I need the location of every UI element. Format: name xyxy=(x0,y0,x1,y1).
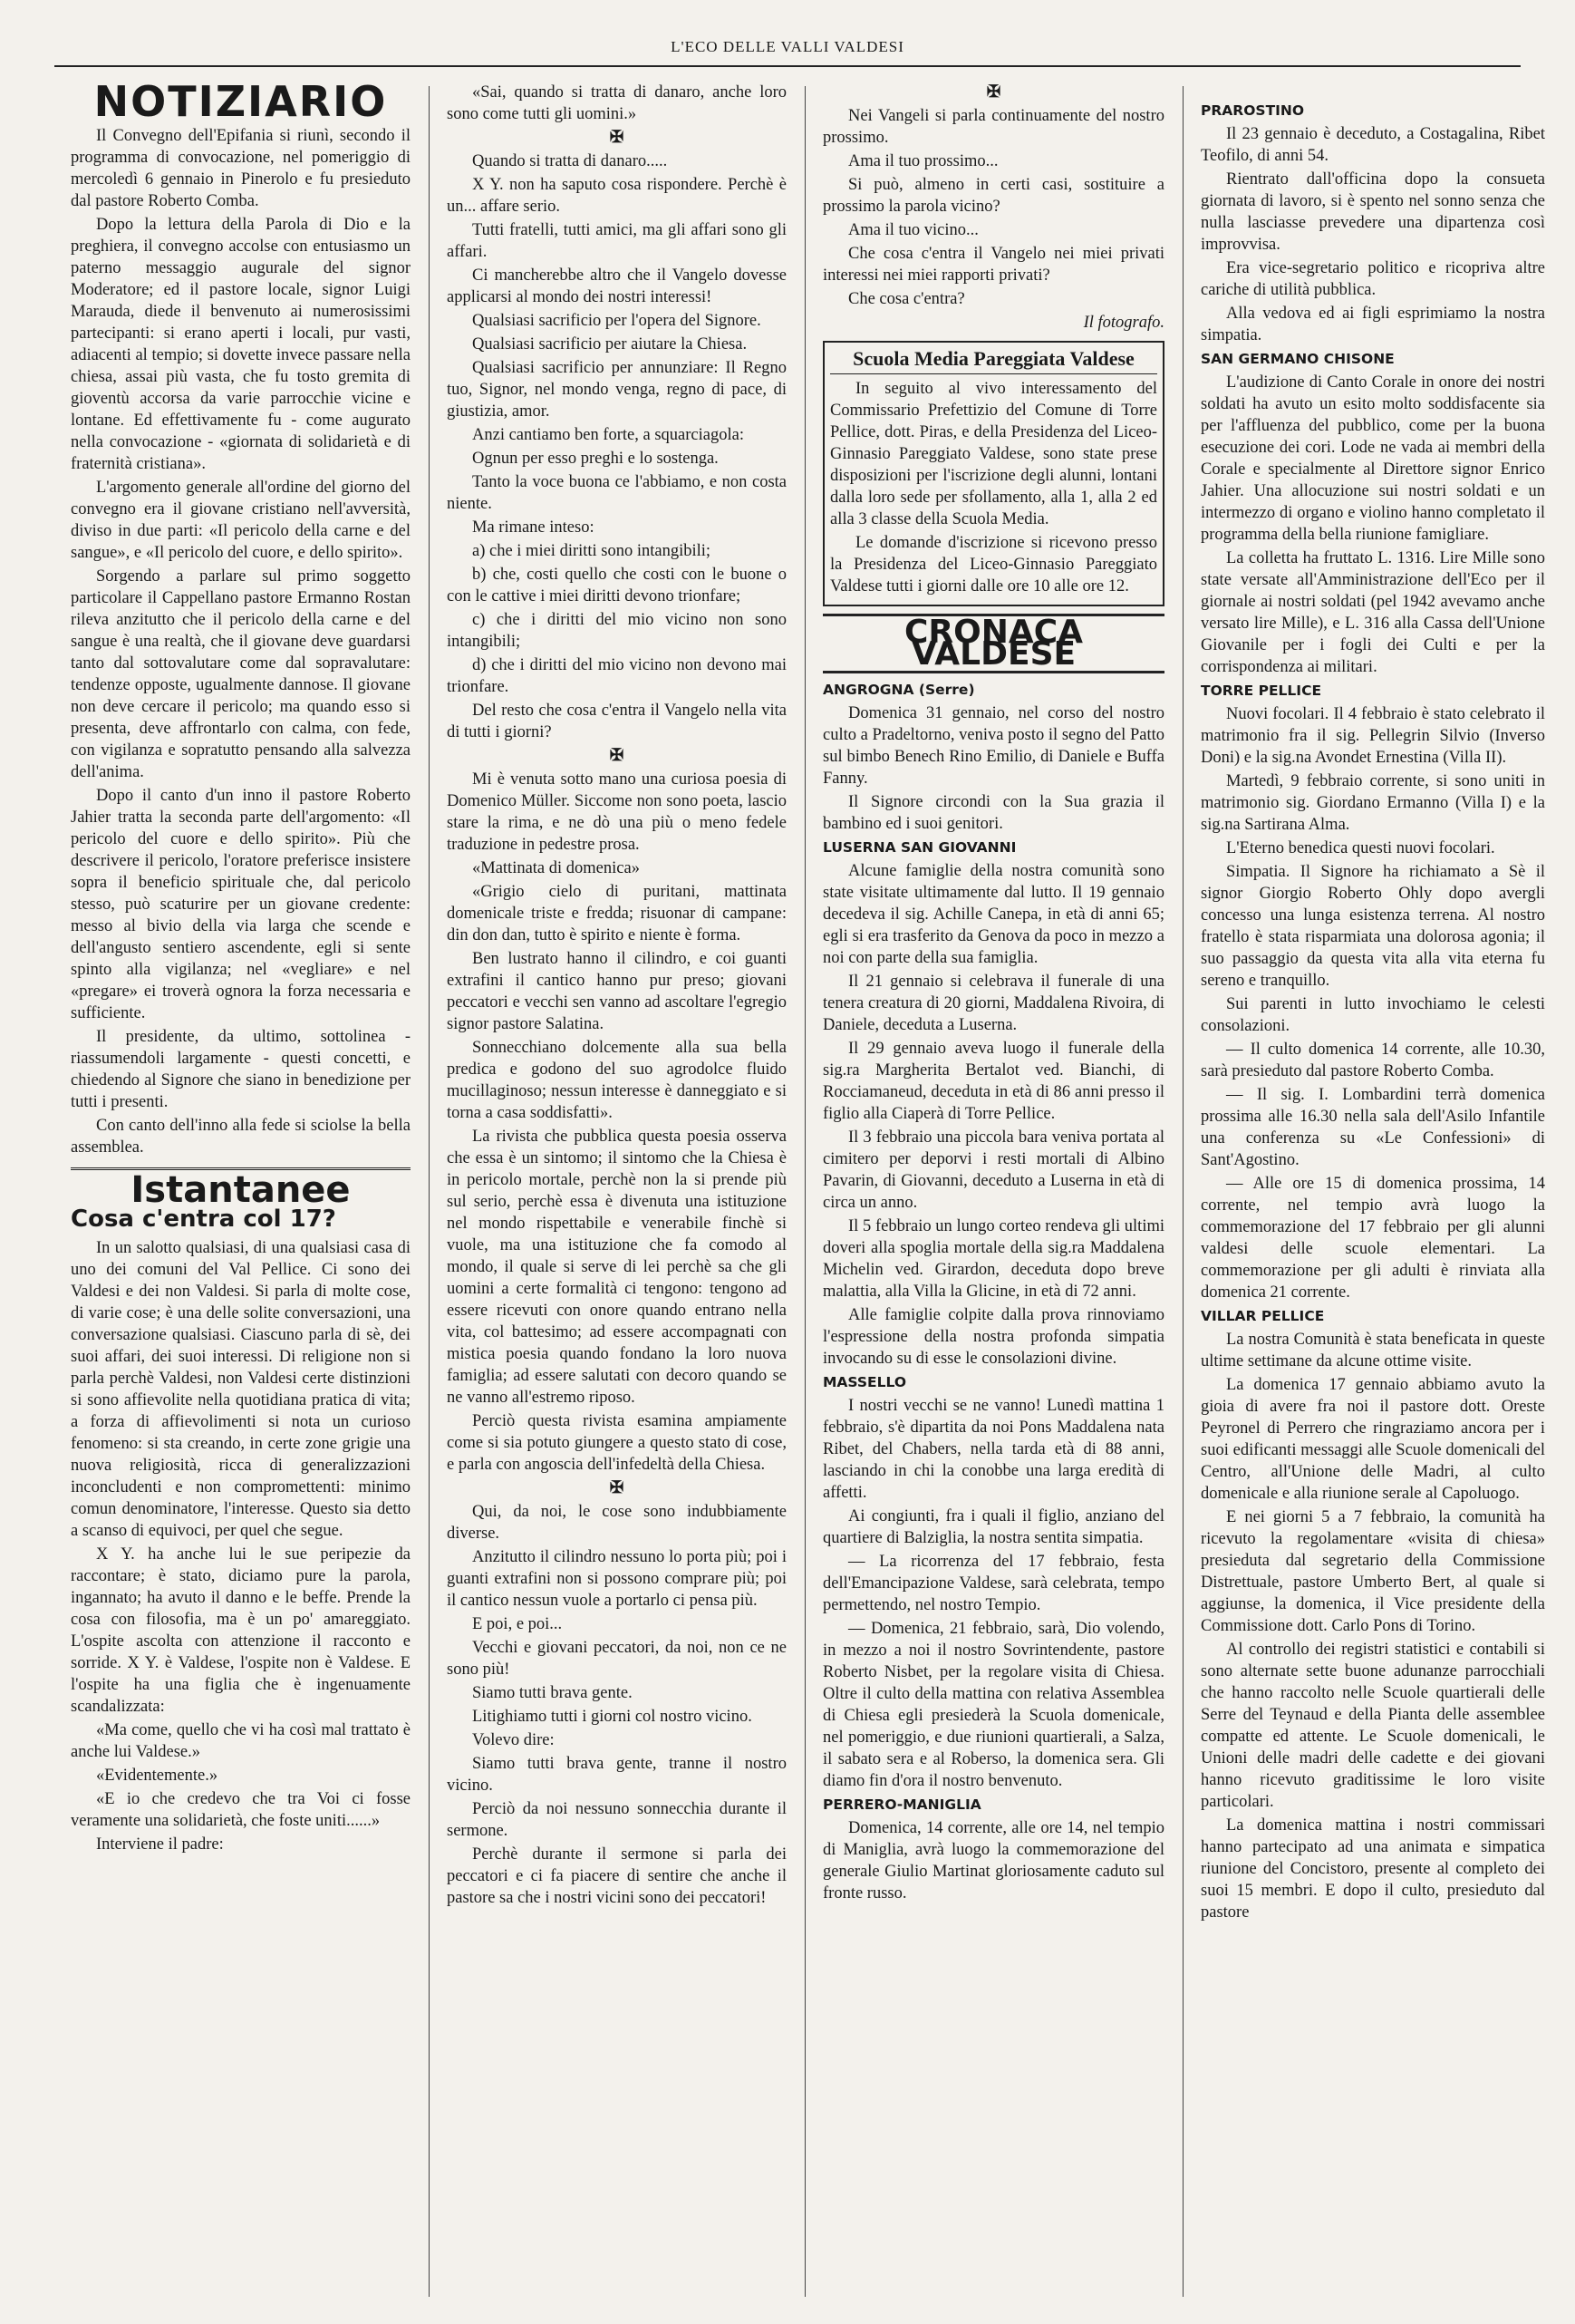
paragraph: Sui parenti in lutto invochiamo le celesti consolazioni. xyxy=(1201,995,1545,1035)
paragraph: d) che i diritti del mio vicino non devono mai trionfare. xyxy=(447,656,787,696)
paragraph: Perciò da noi nessuno sonnecchia durante il sermone. xyxy=(447,1800,787,1840)
paragraph: Tutti fratelli, tutti amici, ma gli affari sono gli affari. xyxy=(447,221,787,261)
paragraph: — Il culto domenica 14 corrente, alle 10.30, sarà presieduto dal pastore Roberto Comba. xyxy=(1201,1041,1545,1080)
cronaca-body xyxy=(823,679,1164,1904)
paragraph: ✠ xyxy=(609,129,624,147)
notiziario-body xyxy=(71,125,411,1158)
signature: Il fotografo. xyxy=(1083,314,1164,332)
paragraph: «Evidentemente.» xyxy=(96,1767,218,1785)
paragraph: Domenica, 14 corrente, alle ore 14, nel tempio di Maniglia, avrà luogo la commemorazione del generale Giulio Martinat gloriosamente caduto sul fronte russo. xyxy=(823,1819,1164,1903)
paragraph: L'argomento generale all'ordine del giorno del convegno era il giovane cristiano nell'avversità, diviso in due parti: «Il pericolo della carne e del sangue», e «Il pericolo del cuore, e dello spirito». xyxy=(71,479,411,562)
section-heading: MASSELLO xyxy=(823,1374,907,1390)
paragraph: Simpatia. Il Signore ha richiamato a Sè il signor Giorgio Roberto Ohly dopo avergli concesso una lunga esistenza terrena. Al nostro fratello è stata risparmiata una dolorosa agonia; il suo passaggio da questa vita alla vita eterna fu sereno e tranquillo. xyxy=(1201,863,1545,990)
paragraph: c) che i diritti del mio vicino non sono intangibili; xyxy=(447,611,787,651)
column-divider xyxy=(429,86,430,2297)
paragraph: Che cosa c'entra? xyxy=(848,290,965,308)
paragraph: Alcune famiglie della nostra comunità sono state visitate ultimamente dal lutto. Il 19 gennaio decedeva il sig. Achille Canepa, in età di anni 65; egli si era trasferito da Genova da poco in mezzo a noi con parte della sua famiglia. xyxy=(823,862,1164,967)
paragraph: Il 29 gennaio aveva luogo il funerale della sig.ra Margherita Bertalot ved. Bianchi, di Rocciamaneud, deceduta in età di 86 anni presso il figlio alla Ciaperà di Torre Pellice. xyxy=(823,1040,1164,1123)
paragraph: Mi è venuta sotto mano una curiosa poesia di Domenico Müller. Siccome non sono poeta, lascio stare la rima, e ne dò una più o meno fedele traduzione in pedestre prosa. xyxy=(447,770,787,854)
paragraph: Il 3 febbraio una piccola bara veniva portata al cimitero per deporvi i resti mortali di Albino Pavarin, di Giovanni, deceduto a Luserna in età di circa un anno. xyxy=(823,1128,1164,1212)
paragraph: Che cosa c'entra il Vangelo nei miei privati interessi nei miei rapporti privati? xyxy=(823,245,1164,285)
paragraph: Interviene il padre: xyxy=(96,1835,224,1854)
paragraph: ✠ xyxy=(609,747,624,765)
paragraph: Siamo tutti brava gente. xyxy=(472,1684,633,1702)
paragraph: Perciò questa rivista esamina ampiamente come si sia potuto giungere a questo stato di cose, e parla con angoscia dell'infedeltà della Chiesa. xyxy=(447,1412,787,1474)
paragraph: Tanto la voce buona ce l'abbiamo, e non costa niente. xyxy=(447,473,787,513)
section-heading: LUSERNA SAN GIOVANNI xyxy=(823,839,1017,856)
paragraph: Il Signore circondi con la Sua grazia il bambino ed i suoi genitori. xyxy=(823,793,1164,833)
paragraph: Dopo la lettura della Parola di Dio e la preghiera, il convegno accolse con entusiasmo un paterno messaggio augurale del signor Moderatore; ed il pastore locale, signor Luigi Marauda, diede il benvenuto ai numerosissimi partecipanti: si erano aperti i locali, pur vasti, adiacenti al tempio; si dovette invece passare nella chiesa, assai più vasta, che fu tosto gremita di gioventù accorsa da varie parrocchie vicine e lontane. Ed effettivamente fu - come augurato nella convocazione - «giornata di solidarietà e di fraternità cristiana». xyxy=(71,216,411,473)
paragraph: Siamo tutti brava gente, tranne il nostro vicino. xyxy=(447,1755,787,1795)
istantanee-title: Istantanee xyxy=(130,1169,351,1211)
cronaca-title: CRONACA VALDESE xyxy=(823,614,1164,673)
paragraph: — Il sig. I. Lombardini terrà domenica prossima alle 16.30 nella sala dell'Asilo Infantile una conferenza su «Le Confessioni» di Sant'Agostino. xyxy=(1201,1086,1545,1169)
paragraph: La rivista che pubblica questa poesia osserva che essa è un sintomo; il sintomo che la Chiesa è in pericolo mortale, perchè non la si prende più sul serio, perchè essa è divenuta una istituzione nel mondo rispettabile e venerabile finchè si vuole, ma una istituzione che fa comodo al mondo, il quale si serve di lei perchè sa che gli uomini a certe formalità ci tengono: tengono ad essere ricevuti con onore quando entrano nella vita, col battesimo; ad essere accompagnati con mistica poesia quando fondano la loro nuova famiglia; ad essere salutati con decoro quando se ne vanno all'estremo riposo. xyxy=(447,1128,787,1407)
paragraph: X Y. ha anche lui le sue peripezie da raccontare; è stato, diciamo pure la parola, ingannato; ha avuto il danno e le beffe. Prende la cosa con filosofia, ma è un po' amareggiato. L'ospite ascolta con attenzione il racconto e sorride. X Y. è Valdese, l'ospite non è Valdese. E l'ospite ha una figlia che è ingenuamente scandalizzata: xyxy=(71,1545,411,1716)
paragraph: Martedì, 9 febbraio corrente, si sono uniti in matrimonio sig. Giordano Ermanno (Villa I) e la sig.na Sartirana Alma. xyxy=(1201,772,1545,834)
istantanee-continued xyxy=(447,82,787,1909)
scuola-media-body xyxy=(830,378,1157,597)
paragraph: In seguito al vivo interessamento del Commissario Prefettizio del Comune di Torre Pellice, dott. Piras, e della Presidenza del Liceo-Ginnasio Pareggiato Valdese, sono state prese disposizioni per l'iscrizione degli alunni, lontani dalla loro sede per sfollamento, alla 1, alla 2 ed alla 3 classe della Scuola Media. xyxy=(830,380,1157,528)
paragraph: Ma rimane inteso: xyxy=(472,518,594,537)
paragraph: Qui, da noi, le cose sono indubbiamente diverse. xyxy=(447,1503,787,1543)
paragraph: X Y. non ha saputo cosa rispondere. Perchè è un... affare serio. xyxy=(447,176,787,216)
paragraph: E nei giorni 5 a 7 febbraio, la comunità ha ricevuto la regolamentare «visita di chiesa» presieduta dal segretario della Commissione Distrettuale, pastore Umberto Bert, al quale si aggiunse, la domenica, il Vice presidente della Commissione dott. Carlo Pons di Torino. xyxy=(1201,1508,1545,1635)
section-heading: VILLAR PELLICE xyxy=(1201,1308,1325,1324)
paragraph: «Ma come, quello che vi ha così mal trattato è anche lui Valdese.» xyxy=(71,1721,411,1761)
paragraph: L'audizione di Canto Corale in onore dei nostri soldati ha avuto un esito molto soddisfacente sia per l'affluenza del pubblico, come per la buona esecuzione dei cori. Lode ne vada ai membri della Corale e specialmente al Direttore signor Enrico Jahier. Una allocuzione sui nostri soldati e un intermezzo di organo e violino hanno completato il programma della bella riunione famigliare. xyxy=(1201,373,1545,544)
paragraph: Qualsiasi sacrificio per annunziare: Il Regno tuo, Signor, nel mondo venga, regno di pace, di giustizia, amor. xyxy=(447,359,787,421)
scuola-media-title: Scuola Media Pareggiata Valdese xyxy=(830,348,1157,374)
paragraph: — Domenica, 21 febbraio, sarà, Dio volendo, in mezzo a noi il nostro Sovrintendente, pastore Roberto Nisbet, per la regolare visita di Chiesa. Oltre il culto della mattina con relativa Assemblea di Chiesa egli presiederà la Scuola domenicale, nel pomeriggio, e due riunioni quartierali, a Salza, il sabato sera e al Roberso, la domenica sera. Gli diamo fin d'ora il nostro benvenuto. xyxy=(823,1620,1164,1790)
paragraph: Quando si tratta di danaro..... xyxy=(472,152,668,170)
paragraph: Anzi cantiamo ben forte, a squarciagola: xyxy=(472,426,744,444)
section-heading: PRAROSTINO xyxy=(1201,102,1305,119)
page-header: L'ECO DELLE VALLI VALDESI xyxy=(671,38,904,55)
paragraph: Il 5 febbraio un lungo corteo rendeva gli ultimi doveri alla spoglia mortale della sig.ra Maddalena Michelin ved. Girardon, deceduta dopo breve malattia, alla Villa la Glicine, in età di 72 anni. xyxy=(823,1217,1164,1301)
paragraph: Ama il tuo prossimo... xyxy=(848,152,999,170)
paragraph: Del resto che cosa c'entra il Vangelo nella vita di tutti i giorni? xyxy=(447,702,787,741)
paragraph: Il 21 gennaio si celebrava il funerale di una tenera creatura di 20 giorni, Maddalena Rivoira, di Daniele, deceduta a Luserna. xyxy=(823,973,1164,1034)
paragraph: — Alle ore 15 di domenica prossima, 14 corrente, nel tempio avrà luogo la commemorazione del 17 febbraio per gli alunni valdesi delle scuole elementari. La commemorazione per gli adulti è rinviata alla domenica 21 corrente. xyxy=(1201,1175,1545,1302)
paragraph: Sorgendo a parlare sul primo soggetto particolare il Cappellano pastore Ermanno Rostan rileva anzitutto che il pericolo della carne e del sangue è una realtà, che il giovane deve guardarsi tanto dal sottovalutare come dal sopravalutare: tendenze opposte, ugualmente dannose. Il giovane non deve cercare il pericolo; ma quando esso si presenta, deve affrontarlo con calma, con fede, con vigilanza e sopratutto pensando alla salvezza dell'anima. xyxy=(71,567,411,781)
paragraph: Nuovi focolari. Il 4 febbraio è stato celebrato il matrimonio fra il sig. Pellegrin Silvio (Inverso Doni) e la sig.na Avondet Ernestina (Villa II). xyxy=(1201,705,1545,767)
paragraph: Alla vedova ed ai figli esprimiamo la nostra simpatia. xyxy=(1201,305,1545,344)
paragraph: Volevo dire: xyxy=(472,1731,555,1749)
paragraph: Sonnecchiano dolcemente alla sua bella predica e godono del suo agrodolce fluido mucillaginoso; nessun interesse è danneggiato e si torna a casa soddisfatti». xyxy=(447,1039,787,1122)
paragraph: Qualsiasi sacrificio per l'opera del Signore. xyxy=(472,312,761,330)
paragraph: — La ricorrenza del 17 febbraio, festa dell'Emancipazione Valdese, sarà celebrata, tempo permettendo, nel nostro Tempio. xyxy=(823,1553,1164,1614)
paragraph: Vecchi e giovani peccatori, da noi, non ce ne sono più! xyxy=(447,1639,787,1679)
paragraph: La nostra Comunità è stata beneficata in queste ultime settimane da alcune ottime visite. xyxy=(1201,1331,1545,1370)
paragraph: Ognun per esso preghi e lo sostenga. xyxy=(472,450,719,468)
paragraph: Perchè durante il sermone si parla dei peccatori e ci fa piacere di sentire che anche il pastore sa che i nostri vicini sono dei peccatori! xyxy=(447,1845,787,1907)
paragraph: Dopo il canto d'un inno il pastore Roberto Jahier tratta la seconda parte dell'argomento: «Il pericolo del cuore e dello spirito». Più che descrivere il pericolo, l'oratore preferisce insistere sopra il beneficio spirituale che, dal pericolo stesso, può scaturire per un giovane credente: messo al bivio della via larga che scende e dell'angusto sentiero ascendente, egli si sente spinto alla vigilanza; nel «vegliare» e nel «pregare» ei troverà ognora la forza necessaria e sufficiente. xyxy=(71,787,411,1022)
paragraph: Si può, almeno in certi casi, sostituire a prossimo la parola vicino? xyxy=(823,176,1164,216)
section-heading: ANGROGNA (Serre) xyxy=(823,682,975,698)
column-4 xyxy=(1201,100,1545,1925)
paragraph: Il presidente, da ultimo, sottolinea - riassumendoli largamente - questi concetti, e chiedendo al Signore che siano in benedizione per tutti i presenti. xyxy=(71,1028,411,1111)
paragraph: Al controllo dei registri statistici e contabili si sono alternate sette buone adunanze parrocchiali che hanno raccolto nelle Scuole quartierali delle Serre del Teynaud e della Pianta delle assemblee compatte ed attente. Le Scuole domenicali, le Unioni delle madri delle cadette e dei giovani hanno ricevuto graditissime le loro visite particolari. xyxy=(1201,1641,1545,1811)
paragraph: Ama il tuo vicino... xyxy=(848,221,979,239)
section-heading: TORRE PELLICE xyxy=(1201,683,1322,699)
istantanee-end xyxy=(823,82,1164,310)
section-heading: SAN GERMANO CHISONE xyxy=(1201,351,1395,367)
paragraph: «Sai, quando si tratta di danaro, anche loro sono come tutti gli uomini.» xyxy=(447,83,787,123)
scuola-media-box xyxy=(823,341,1164,606)
column-3 xyxy=(823,82,1164,1906)
paragraph: b) che, costi quello che costi con le buone o con le cattive i miei diritti devono trionfare; xyxy=(447,566,787,605)
paragraph: I nostri vecchi se ne vanno! Lunedì mattina 1 febbraio, s'è dipartita da noi Pons Maddalena nata Ribet, del Chabers, nella tarda età di 88 anni, lasciando in chi la conobbe una larga eredità di affetti. xyxy=(823,1397,1164,1502)
paragraph: «Mattinata di domenica» xyxy=(472,859,640,877)
cronaca-continued xyxy=(1201,100,1545,1923)
paragraph: Qualsiasi sacrificio per aiutare la Chiesa. xyxy=(472,335,748,353)
section-heading: PERRERO-MANIGLIA xyxy=(823,1796,981,1813)
paragraph: Il Convegno dell'Epifania si riunì, secondo il programma di convocazione, nel pomeriggio di mercoledì 6 gennaio in Pinerolo e fu presieduto dal pastore Roberto Comba. xyxy=(71,127,411,210)
header-rule xyxy=(54,65,1521,67)
paragraph: «Grigio cielo di puritani, mattinata domenicale triste e fredda; risuonar di campane: din don dan, tutto è spirito e niente è forma. xyxy=(447,883,787,944)
column-divider xyxy=(1183,86,1184,2297)
paragraph: Anzitutto il cilindro nessuno lo porta più; poi i guanti extrafini non si possono comprare più; poi il cantico nessun vuole a portarlo ci pensa più. xyxy=(447,1548,787,1610)
notiziario-title: NOTIZIARIO xyxy=(93,77,388,126)
paragraph: Alle famiglie colpite dalla prova rinnoviamo l'espressione della nostra profonda simpatia invocando su di esse le consolazioni divine. xyxy=(823,1306,1164,1368)
paragraph: Con canto dell'inno alla fede si sciolse la bella assemblea. xyxy=(71,1117,411,1157)
paragraph: Rientrato dall'officina dopo la consueta giornata di lavoro, si è spento nel sonno senza che nulla lasciasse prevedere una dipartenza così improvvisa. xyxy=(1201,170,1545,254)
paragraph: E poi, e poi... xyxy=(472,1615,563,1633)
istantanee-subtitle: Cosa c'entra col 17? xyxy=(71,1206,336,1233)
paragraph: In un salotto qualsiasi, di una qualsiasi casa di uno dei comuni del Val Pellice. Ci sono dei Valdesi e dei non Valdesi. Si parla di molte cose, di varie cose; è una delle solite conversazioni, una conversazione qualsiasi. Ciascuno parla di sè, dei suoi affari, dei suoi interessi. Di religione non si parla perchè Valdesi, non Valdesi certe distinzioni si sono affievolite nella quotidiana pratica di vita; a forza di affievolimenti si nota un curioso fenomeno: si sta creando, in certe zone grigie una nuova religiosità, ricca di generalizzazioni inconcludenti e non compromettenti: minimo comun denominatore, l'interesse. Questo sia detto a scanso di equivoci, per quel che segue. xyxy=(71,1239,411,1540)
paragraph: ✠ xyxy=(609,1479,624,1497)
paragraph: «E io che credevo che tra Voi ci fosse veramente una solidarietà, che foste uniti......» xyxy=(71,1790,411,1830)
paragraph: Era vice-segretario politico e ricopriva altre cariche di utilità pubblica. xyxy=(1201,259,1545,299)
paragraph: Nei Vangeli si parla continuamente del nostro prossimo. xyxy=(823,107,1164,147)
column-2 xyxy=(447,82,787,1911)
paragraph: Litighiamo tutti i giorni col nostro vicino. xyxy=(472,1708,752,1726)
paragraph: Le domande d'iscrizione si ricevono presso la Presidenza del Liceo-Ginnasio Pareggiato Valdese tutti i giorni dalle ore 10 alle ore 12. xyxy=(830,534,1157,596)
column-divider xyxy=(805,86,806,2297)
paragraph: Ci mancherebbe altro che il Vangelo dovesse applicarsi al mondo dei nostri interessi! xyxy=(447,266,787,306)
column-1 xyxy=(71,77,411,1857)
paragraph: Domenica 31 gennaio, nel corso del nostro culto a Pradeltorno, veniva posto il segno del Patto sul bimbo Benech Rino Emilio, di Daniele e Buffa Fanny. xyxy=(823,704,1164,788)
paragraph: a) che i miei diritti sono intangibili; xyxy=(472,542,711,560)
paragraph: ✠ xyxy=(986,83,1001,102)
paragraph: La colletta ha fruttato L. 1316. Lire Mille sono state versate all'Amministrazione dell'Eco per il giornale ai nostri soldati (pel 1942 avevamo anche versato lire Mille), e L. 316 alla Cassa dell'Unione Giovanile per i fogli dei Culti e per la corrispondenza ai militari. xyxy=(1201,549,1545,676)
paragraph: Ai congiunti, fra i quali il figlio, anziano del quartiere di Balziglia, la nostra sentita simpatia. xyxy=(823,1507,1164,1547)
paragraph: Il 23 gennaio è deceduto, a Costagalina, Ribet Teofilo, di anni 54. xyxy=(1201,125,1545,165)
paragraph: Ben lustrato hanno il cilindro, e coi guanti extrafini il cantico hanno pur preso; giovani peccatori e vecchi sen vanno ad ascoltare l'egregio signor pastore Salatina. xyxy=(447,950,787,1033)
paragraph: La domenica 17 gennaio abbiamo avuto la gioia di avere fra noi il pastore dott. Oreste Peyronel di Perrero che ringraziamo ancora per i suoi edificanti messaggi alle Scuole domenicali del Centro, all'Unione delle Madri, al culto domenicale e alla riunione serale al Capoluogo. xyxy=(1201,1376,1545,1503)
paragraph: La domenica mattina i nostri commissari hanno partecipato ad una animata e simpatica riunione del Concistoro, presente al completo dei suoi 15 membri. E dopo il culto, presieduto dal pastore xyxy=(1201,1816,1545,1922)
paragraph: L'Eterno benedica questi nuovi focolari. xyxy=(1226,839,1495,857)
istantanee-body xyxy=(71,1237,411,1855)
